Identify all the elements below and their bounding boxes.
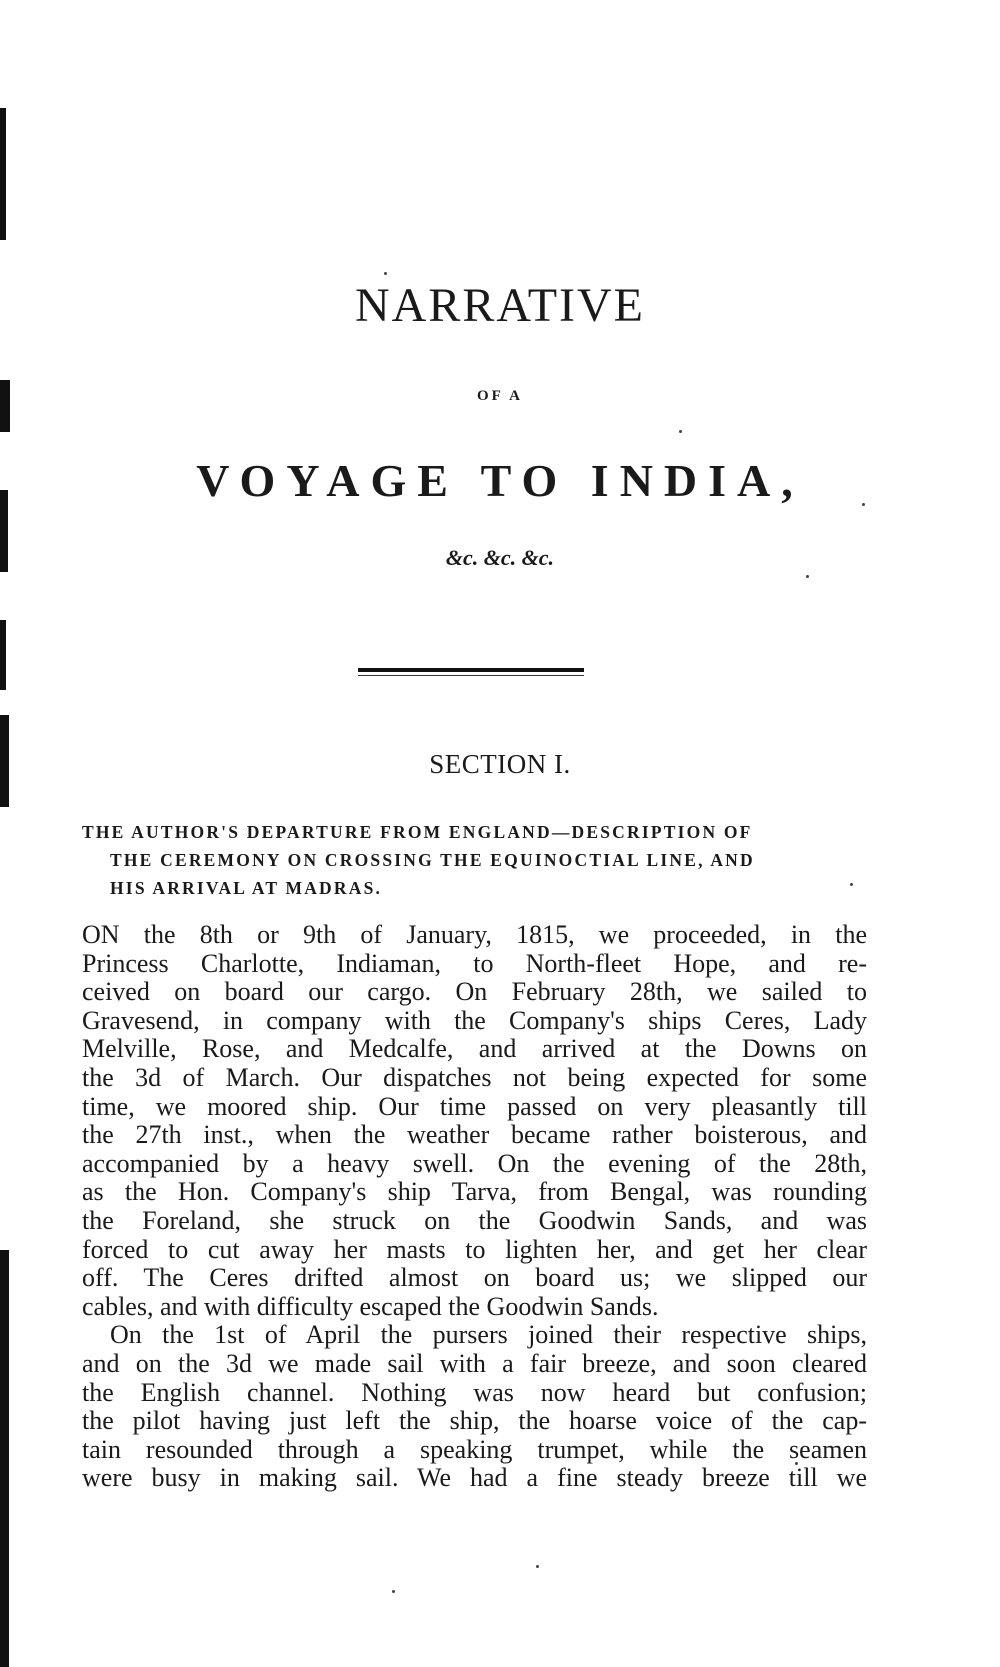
text-line: the pilot having just left the ship, the hoarse voice of the cap-	[82, 1406, 867, 1436]
text-line: the 3d of March. Our dispatches not being expected for some	[82, 1062, 867, 1092]
summary-line: HIS ARRIVAL AT MADRAS.	[110, 878, 383, 898]
scan-speck	[806, 575, 809, 578]
scan-speck	[679, 430, 682, 433]
scan-speck	[384, 272, 387, 275]
summary-line: THE CEREMONY ON CROSSING THE EQUINOCTIAL LINE, AND	[110, 850, 755, 870]
title-rule-thin	[358, 675, 584, 676]
text-line: the English channel. Nothing was now heard but confusion;	[82, 1377, 867, 1407]
text-line: as the Hon. Company's ship Tarva, from Bengal, was rounding	[82, 1177, 867, 1207]
body-text	[82, 921, 867, 1493]
text-line: were busy in making sail. We had a fine steady breeze till we	[82, 1463, 867, 1493]
scan-speck	[392, 1590, 395, 1593]
section-heading: SECTION I.	[429, 749, 571, 779]
binding-edge-mark	[0, 1250, 9, 1667]
text-line: off. The Ceres drifted almost on board us; we slipped our	[82, 1263, 867, 1293]
scan-speck	[536, 1565, 539, 1568]
text-line: the 27th inst., when the weather became rather boisterous, and	[82, 1120, 867, 1150]
text-line: On the 1st of April the pursers joined their respective ships,	[110, 1320, 867, 1350]
title-connector: OF A	[476, 388, 524, 404]
title-rule	[358, 668, 584, 672]
etc-line: &c. &c. &c.	[445, 545, 555, 570]
binding-edge-mark	[0, 620, 6, 690]
text-line: Princess Charlotte, Indiaman, to North-fleet Hope, and re-	[82, 948, 867, 978]
text-line: Melville, Rose, and Medcalfe, and arrived at the Downs on	[82, 1034, 867, 1064]
binding-edge-mark	[0, 108, 6, 240]
summary-line: THE AUTHOR'S DEPARTURE FROM ENGLAND—DESCRIPTION OF	[82, 822, 753, 842]
paragraph-1	[82, 921, 867, 1321]
main-title: VOYAGE TO INDIA,	[196, 455, 804, 506]
text-line: forced to cut away her masts to lighten her, and get her clear	[82, 1234, 867, 1264]
text-line: cables, and with difficulty escaped the Goodwin Sands.	[82, 1291, 659, 1321]
text-line: ceived on board our cargo. On February 28th, we sailed to	[82, 977, 867, 1007]
text-line: time, we moored ship. Our time passed on very pleasantly till	[82, 1091, 867, 1121]
text-line: tain resounded through a speaking trumpet, while the seamen	[82, 1434, 867, 1464]
text-line: and on the 3d we made sail with a fair breeze, and soon cleared	[82, 1348, 867, 1378]
paragraph-2	[82, 1321, 867, 1493]
text-line: Gravesend, in company with the Company's ships Ceres, Lady	[82, 1005, 867, 1035]
text-line: accompanied by a heavy swell. On the evening of the 28th,	[82, 1148, 867, 1178]
book-title: NARRATIVE	[355, 279, 645, 332]
section-summary	[82, 818, 874, 902]
text-line: the Foreland, she struck on the Goodwin Sands, and was	[82, 1205, 867, 1235]
text-line: ON the 8th or 9th of January, 1815, we proceeded, in the	[82, 920, 867, 949]
